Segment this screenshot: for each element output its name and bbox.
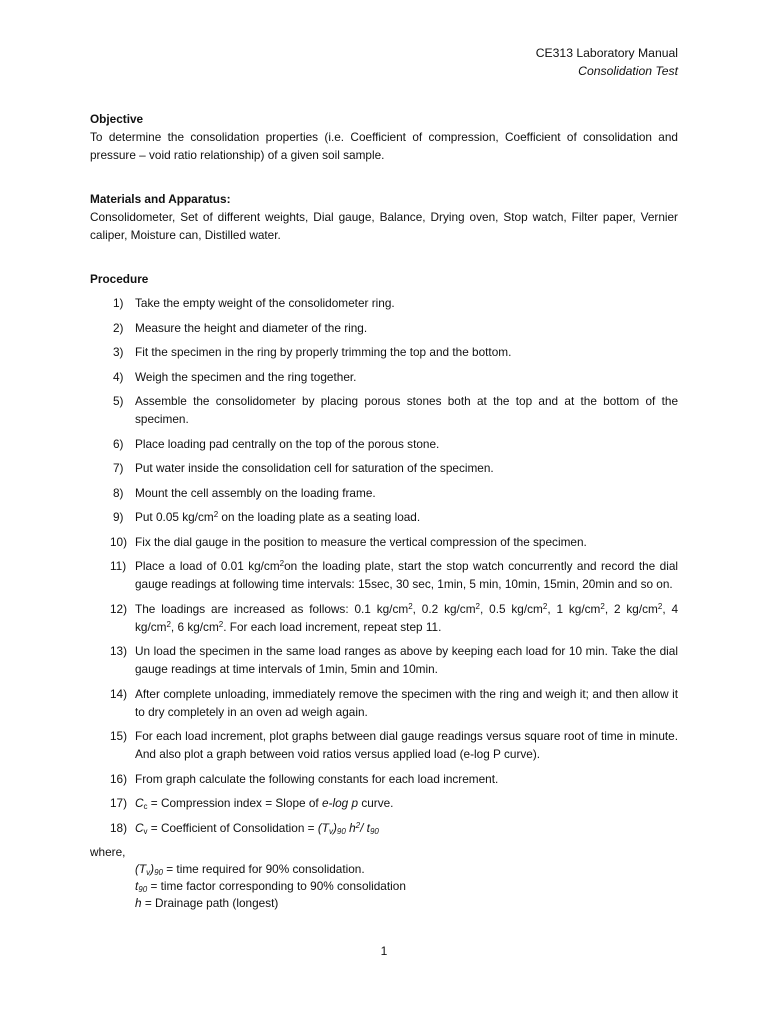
step-number: 15) xyxy=(110,729,128,743)
step-number: 6) xyxy=(113,436,124,451)
list-item xyxy=(90,533,678,551)
italic-term: e-log p xyxy=(321,796,359,810)
text-run: , 6 kg/cm xyxy=(170,619,219,634)
symbol: ) xyxy=(150,862,155,876)
step-text: Un load the specimen in the same load ranges as above by keeping each load for 10 min. Take the dial gauge readings at time intervals of 1min, 5min and 10min. xyxy=(135,644,678,676)
test-title: Consolidation Test xyxy=(578,64,678,78)
subscript: 90 xyxy=(138,885,148,894)
list-item xyxy=(90,484,678,502)
superscript: 2 xyxy=(355,820,361,830)
materials-heading: Materials and Apparatus: xyxy=(90,192,231,206)
definition-text: = Drainage path (longest) xyxy=(141,896,279,910)
list-item xyxy=(90,770,678,788)
page-header xyxy=(90,44,678,80)
formula-part: / t xyxy=(360,820,370,835)
step-text: After complete unloading, immediately remove the specimen with the ring and weigh it; and then allow it to dry completely in an oven ad weigh again. xyxy=(135,686,678,719)
superscript: 2 xyxy=(542,601,548,611)
step-number: 11) xyxy=(110,559,127,573)
formula xyxy=(318,821,379,835)
step-text: Measure the height and diameter of the ring. xyxy=(135,320,368,335)
step-text xyxy=(135,510,420,524)
definition-text: = time required for 90% consolidation. xyxy=(162,862,365,876)
superscript: 2 xyxy=(657,601,663,611)
symbol: h xyxy=(135,896,142,910)
list-item xyxy=(90,368,678,386)
document-page xyxy=(90,44,678,912)
symbol: (T xyxy=(135,862,147,876)
symbol: C xyxy=(135,796,144,810)
text-run: = Coefficient of Consolidation = xyxy=(147,820,318,835)
text-run: , 1 kg/cm xyxy=(547,601,601,616)
definition-tv90 xyxy=(135,861,678,878)
text-run: on the loading plate, start the stop watch concurrently and record the dial gauge readings at following time intervals: 15sec, 30 sec, 1min, 5 min, 10min, 15min, 20min and so on. xyxy=(135,559,678,591)
step-number: 8) xyxy=(113,485,124,500)
step-text xyxy=(135,796,393,810)
list-item xyxy=(90,600,678,636)
superscript: 2 xyxy=(213,510,219,519)
symbol: C xyxy=(135,820,144,835)
step-number: 3) xyxy=(113,345,124,359)
step-text: Place loading pad centrally on the top of the porous stone. xyxy=(135,436,440,451)
step-text: Assemble the consolidometer by placing porous stones both at the top and at the bottom of the specimen. xyxy=(135,394,678,426)
step-number: 18) xyxy=(110,820,128,835)
step-text: Take the empty weight of the consolidometer ring. xyxy=(135,296,395,310)
text-run: , 0.2 kg/cm xyxy=(412,601,476,616)
text-run: Place a load of 0.01 kg/cm xyxy=(135,559,280,573)
step-text xyxy=(135,602,678,634)
subscript: 90 xyxy=(154,868,163,877)
step-text: For each load increment, plot graphs between dial gauge readings versus square root of time in minute. And also plot a graph between void ratios versus applied load (e-log P curve). xyxy=(135,729,678,761)
list-item xyxy=(90,794,678,812)
superscript: 2 xyxy=(475,601,480,611)
list-item xyxy=(90,459,678,477)
text-run: on the loading plate as a seating load. xyxy=(218,510,421,524)
definition-text: = time factor corresponding to 90% consolidation xyxy=(147,879,406,893)
step-number: 7) xyxy=(113,461,124,475)
step-number: 5) xyxy=(113,394,124,408)
formula-part: ) xyxy=(332,820,337,835)
step-number: 10) xyxy=(110,534,128,549)
subscript: c xyxy=(143,802,148,811)
superscript: 2 xyxy=(166,619,171,629)
step-number: 1) xyxy=(113,296,124,310)
step-number: 14) xyxy=(110,686,128,701)
list-item xyxy=(90,392,678,428)
step-number: 12) xyxy=(110,601,128,616)
step-text: Weigh the specimen and the ring together. xyxy=(135,369,357,384)
text-run: Put 0.05 kg/cm xyxy=(135,510,214,524)
step-text: Fix the dial gauge in the position to measure the vertical compression of the specimen. xyxy=(135,534,587,549)
subscript: 90 xyxy=(369,826,379,836)
step-text xyxy=(135,821,379,835)
step-text: Fit the specimen in the ring by properly trimming the top and the bottom. xyxy=(135,345,512,359)
text-run: . For each load increment, repeat step 11. xyxy=(223,619,442,634)
list-item xyxy=(90,685,678,721)
definitions xyxy=(90,861,678,912)
text-run: , 4 kg/cm xyxy=(135,601,679,634)
subscript: 90 xyxy=(336,826,346,836)
definition-h xyxy=(135,895,678,912)
list-item xyxy=(90,557,678,593)
formula-part: h xyxy=(345,820,356,835)
text-run: The loadings are increased as follows: 0.1 kg/cm xyxy=(135,601,409,616)
list-item xyxy=(90,727,678,763)
list-item xyxy=(90,319,678,337)
objective-text: To determine the consolidation properties (i.e. Coefficient of compression, Coefficient of consolidation and pressure – void ratio relationship) of a given soil sample. xyxy=(90,130,678,162)
list-item xyxy=(90,819,678,837)
text-run: curve. xyxy=(358,796,394,810)
step-text: Mount the cell assembly on the loading frame. xyxy=(135,485,376,500)
list-item xyxy=(90,435,678,453)
superscript: 2 xyxy=(279,559,285,568)
procedure-heading: Procedure xyxy=(90,272,149,286)
subscript: v xyxy=(328,826,333,836)
step-number: 9) xyxy=(113,510,124,524)
list-item xyxy=(90,508,678,526)
step-number: 13) xyxy=(110,644,128,658)
where-label: where, xyxy=(90,845,126,859)
text-run: = Compression index = Slope of xyxy=(147,796,322,810)
manual-title: CE313 Laboratory Manual xyxy=(535,46,678,60)
subscript: v xyxy=(143,826,148,836)
list-item xyxy=(90,343,678,361)
objective-heading: Objective xyxy=(90,112,144,126)
formula-part: (T xyxy=(317,820,329,835)
text-run: , 0.5 kg/cm xyxy=(479,601,543,616)
step-text: From graph calculate the following constants for each load increment. xyxy=(135,771,499,786)
step-number: 2) xyxy=(113,320,124,335)
list-item xyxy=(90,294,678,312)
step-text xyxy=(135,559,678,591)
page-number: 1 xyxy=(380,944,388,958)
step-number: 16) xyxy=(110,771,128,786)
superscript: 2 xyxy=(218,619,224,629)
subscript: v xyxy=(146,868,151,877)
materials-text: Consolidometer, Set of different weights, Dial gauge, Balance, Drying oven, Stop watch, Filter paper, Vernier caliper, Moisture can, Distilled water. xyxy=(90,210,678,242)
superscript: 2 xyxy=(408,601,413,611)
step-number: 4) xyxy=(113,369,124,384)
procedure-list xyxy=(90,294,678,837)
list-item xyxy=(90,642,678,678)
symbol: t xyxy=(135,879,139,893)
text-run: , 2 kg/cm xyxy=(604,601,658,616)
step-text: Put water inside the consolidation cell for saturation of the specimen. xyxy=(135,461,494,475)
superscript: 2 xyxy=(600,601,605,611)
definition-t90 xyxy=(135,878,678,895)
step-number: 17) xyxy=(110,796,128,810)
